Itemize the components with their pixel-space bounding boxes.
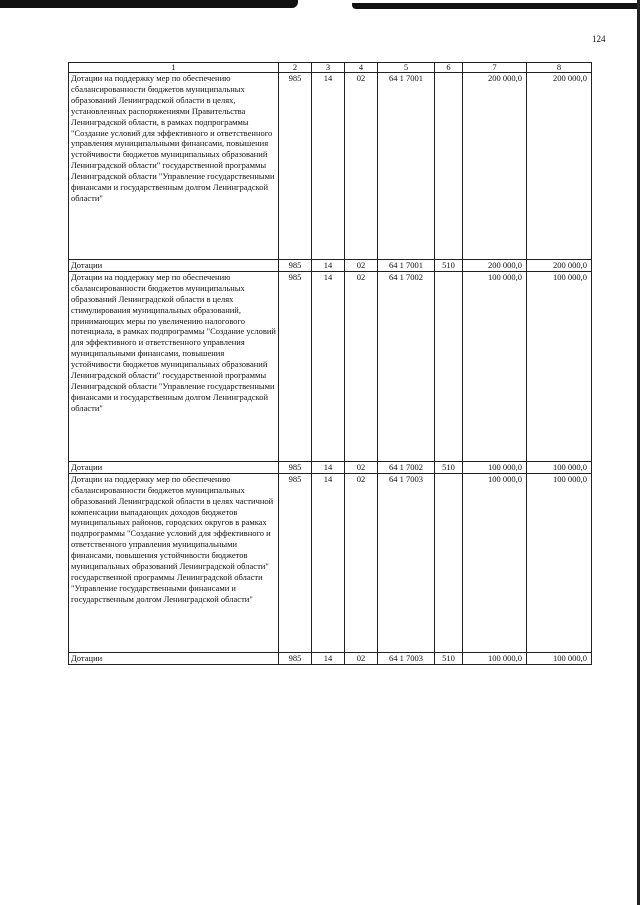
cell-amount: 200 000,0 [463,73,527,260]
cell-target-article: 64 1 7003 [378,473,435,652]
cell-grbs: 985 [279,461,312,473]
header-cell: 5 [378,63,435,73]
cell-grbs: 985 [279,473,312,652]
cell-target-article: 64 1 7002 [378,461,435,473]
cell-target-article: 64 1 7001 [378,260,435,272]
cell-expense-type: 510 [435,260,463,272]
cell-expense-type [435,73,463,260]
cell-subsection: 02 [345,260,378,272]
cell-subsection: 02 [345,652,378,664]
row-description: Дотации [69,260,279,272]
row-description: Дотации на поддержку мер по обеспечению сбалансированности бюджетов муниципальных образований Ленинградской области в целях, установленных распоряжениями Правительства Ленинградской области, в рамках подпрограммы "Создание условий для эффективного и ответственного управления муниципальными финансами, повышения устойчивости бюджетов муниципальных образований Ленинградской области" государственной программы Ленинградской области "Управление государственными финансами и государственным долгом Ленинградской области" [69,73,279,260]
cell-subsection: 02 [345,473,378,652]
scan-shadow-right [352,3,640,9]
table-row [69,461,592,473]
cell-target-article: 64 1 7001 [378,73,435,260]
cell-subsection: 02 [345,73,378,260]
cell-grbs: 985 [279,73,312,260]
cell-subsection: 02 [345,271,378,461]
cell-expense-type: 510 [435,461,463,473]
table-header-row [69,63,592,73]
cell-section: 14 [312,260,345,272]
cell-amount: 200 000,0 [463,260,527,272]
cell-subsection: 02 [345,461,378,473]
cell-target-article: 64 1 7003 [378,652,435,664]
table-row [69,473,592,652]
cell-expense-type: 510 [435,652,463,664]
budget-table [68,62,592,665]
cell-amount: 100 000,0 [527,461,592,473]
cell-grbs: 985 [279,652,312,664]
cell-section: 14 [312,73,345,260]
scan-shadow-left [0,0,298,8]
cell-amount: 100 000,0 [527,271,592,461]
cell-section: 14 [312,473,345,652]
page-number: 124 [592,34,606,44]
table-row [69,271,592,461]
cell-expense-type [435,271,463,461]
table-row [69,652,592,664]
cell-expense-type [435,473,463,652]
cell-amount: 200 000,0 [527,260,592,272]
cell-section: 14 [312,652,345,664]
row-description: Дотации [69,652,279,664]
header-cell: 1 [69,63,279,73]
cell-section: 14 [312,271,345,461]
cell-amount: 100 000,0 [463,271,527,461]
cell-amount: 100 000,0 [527,473,592,652]
header-cell: 2 [279,63,312,73]
cell-amount: 100 000,0 [527,652,592,664]
cell-target-article: 64 1 7002 [378,271,435,461]
header-cell: 7 [463,63,527,73]
header-cell: 4 [345,63,378,73]
table-row [69,73,592,260]
cell-amount: 100 000,0 [463,461,527,473]
cell-grbs: 985 [279,271,312,461]
header-cell: 6 [435,63,463,73]
header-cell: 3 [312,63,345,73]
cell-grbs: 985 [279,260,312,272]
table-row [69,260,592,272]
cell-amount: 200 000,0 [527,73,592,260]
row-description: Дотации на поддержку мер по обеспечению сбалансированности бюджетов муниципальных образований Ленинградской области в целях частичной компенсации выпадающих доходов бюджетов муниципальных районов, городских округов в рамках подпрограммы "Создание условий для эффективного и ответственного управления муниципальными финансами, повышения устойчивости бюджетов муниципальных образований Ленинградской области" государственной программы Ленинградской области "Управление государственными финансами и государственным долгом Ленинградской области" [69,473,279,652]
cell-section: 14 [312,461,345,473]
header-cell: 8 [527,63,592,73]
cell-amount: 100 000,0 [463,652,527,664]
row-description: Дотации на поддержку мер по обеспечению сбалансированности бюджетов муниципальных образований Ленинградской области в целях стимулирования муниципальных образований, принимающих меры по увеличению налогового потенциала, в рамках подпрограммы "Создание условий для эффективного и ответственного управления муниципальными финансами, повышения устойчивости бюджетов муниципальных образований Ленинградской области" государственной программы Ленинградской области "Управление государственными финансами и государственным долгом Ленинградской области" [69,271,279,461]
row-description: Дотации [69,461,279,473]
cell-amount: 100 000,0 [463,473,527,652]
